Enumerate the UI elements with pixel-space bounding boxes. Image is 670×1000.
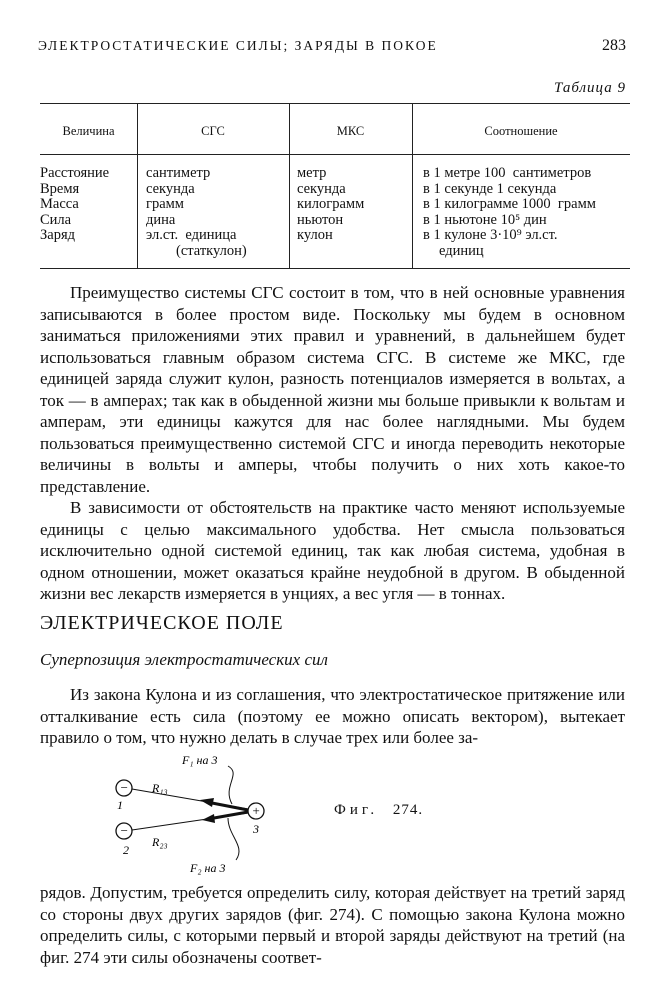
page-number: 283	[602, 37, 626, 54]
table-cell: Сила	[40, 211, 72, 228]
table-cell: в 1 секунде 1 секунда	[423, 180, 557, 197]
body-text-block	[40, 882, 625, 968]
table-header-relation: Соотношение	[484, 124, 558, 138]
force-vector-2-on-3	[214, 812, 248, 818]
charge-2-sign: −	[119, 823, 129, 838]
table-cell: метр	[297, 165, 327, 181]
table-cell: Масса	[40, 196, 79, 212]
table-cell: эл.ст. единица	[146, 227, 237, 243]
figure-caption	[334, 802, 423, 819]
force-label-pointer	[228, 766, 233, 804]
table-cell: Время	[40, 180, 80, 197]
body-text-block	[40, 282, 625, 605]
table-bottom-rule	[40, 268, 630, 269]
force-vector-1-on-3	[212, 803, 248, 810]
distance-label-23: R₂₃	[152, 835, 168, 849]
figure-274-diagram	[100, 748, 280, 880]
table-cell: кулон	[297, 227, 333, 243]
table-cell: в 1 килограмме 1000 грамм	[423, 196, 596, 212]
table-label: Таблица 9	[554, 80, 626, 96]
table-header-rule	[40, 154, 630, 155]
force-arrowhead-2-on-3	[202, 814, 215, 823]
table-header-cgs: СГС	[201, 124, 225, 138]
section-title: ЭЛЕКТРИЧЕСКОЕ ПОЛЕ	[40, 612, 284, 634]
charge-3-sign: +	[251, 803, 261, 818]
charge-1-number: 1	[117, 798, 123, 812]
running-header: ЭЛЕКТРОСТАТИЧЕСКИЕ СИЛЫ; ЗАРЯДЫ В ПОКОЕ	[38, 38, 438, 53]
table-cell: грамм	[146, 196, 184, 212]
table-cell: Расстояние	[40, 165, 110, 181]
table-cell: секунда	[297, 180, 346, 197]
table-cell: ньютон	[297, 211, 344, 228]
table-cell: килограмм	[297, 196, 365, 212]
paragraph: Из закона Кулона и из соглашения, что электростатическое притяжение или отталкивание есть сила (поэтому ее можно описать вектором), вытекает правило о том, что нужно делать в случае трех или более за-	[40, 685, 625, 747]
table-cell: в 1 кулоне 3·10⁹ эл.ст.	[423, 227, 558, 243]
table-cell: дина	[146, 211, 176, 228]
table-column-quantity	[40, 166, 109, 244]
table-column-relation	[423, 166, 596, 259]
table-header-quantity: Величина	[62, 124, 115, 138]
charge-1-sign: −	[119, 780, 129, 795]
subsection-title: Суперпозиция электростатических сил	[40, 650, 328, 669]
table-cell: сантиметр	[146, 165, 211, 181]
table-cell: в 1 метре 100 сантиметров	[423, 165, 592, 181]
table-cell: единиц	[439, 242, 484, 259]
figure-caption-number: 274.	[392, 802, 424, 818]
table-cell: в 1 ньютоне 10⁵ дин	[423, 211, 547, 228]
table-header-mks: МКС	[336, 124, 365, 138]
table-column-cgs	[146, 166, 247, 259]
table-cell: секунда	[146, 180, 195, 197]
force-label-pointer	[228, 818, 239, 860]
distance-label-13: R₁₃	[152, 781, 168, 795]
paragraph: рядов. Допустим, требуется определить силу, которая действует на третий заряд со стороны двух других зарядов (фиг. 274). С помощью закона Кулона можно определить силы, с которыми первый и второй заряды действуют на третий (на фиг. 274 эти силы обозначены соответ-	[40, 883, 625, 967]
table-cell: Заряд	[40, 227, 75, 243]
table-cell: (статкулон)	[176, 242, 247, 259]
force-label-1-on-3: F₁ на 3	[182, 753, 218, 767]
paragraph: В зависимости от обстоятельств на практике часто меняют используемые единицы с целью максимального удобства. Нет смысла пользоваться исключительно одной системой единиц, так как любая система, удобная в одном отношении, может оказаться крайне неудобной в другом. В обыденной жизни вес лекарств измеряется в унциях, а вес угля — в тоннах.	[40, 498, 625, 603]
charge-3-number: 3	[253, 822, 259, 836]
charge-2-number: 2	[123, 843, 129, 857]
paragraph: Преимущество системы СГС состоит в том, что в ней основные уравнения записываются в более простом виде. Поскольку мы будем в основном заниматься приложениями этих правил и уравнений, в дальнейшем будет использоваться главным образом система СГС. В системе же МКС, где единицей заряда служит кулон, разность потенциалов измеряется в вольтах, а ток — в амперах; так как в обыденной жизни мы больше привыкли к вольтам и амперам, эти единицы кажутся для нас более наглядными. Мы будем пользоваться преимущественно системой СГС и иногда переводить некоторые величины в вольты и амперы, чтобы получить о них хоть какое-то представление.	[40, 283, 625, 496]
table-top-rule	[40, 103, 630, 104]
figure-caption-prefix: Фиг.	[334, 802, 379, 818]
force-label-2-on-3: F₂ на 3	[190, 861, 226, 875]
table-column-mks	[297, 166, 364, 244]
force-arrowhead-1-on-3	[200, 798, 214, 807]
body-text-block	[40, 684, 625, 749]
